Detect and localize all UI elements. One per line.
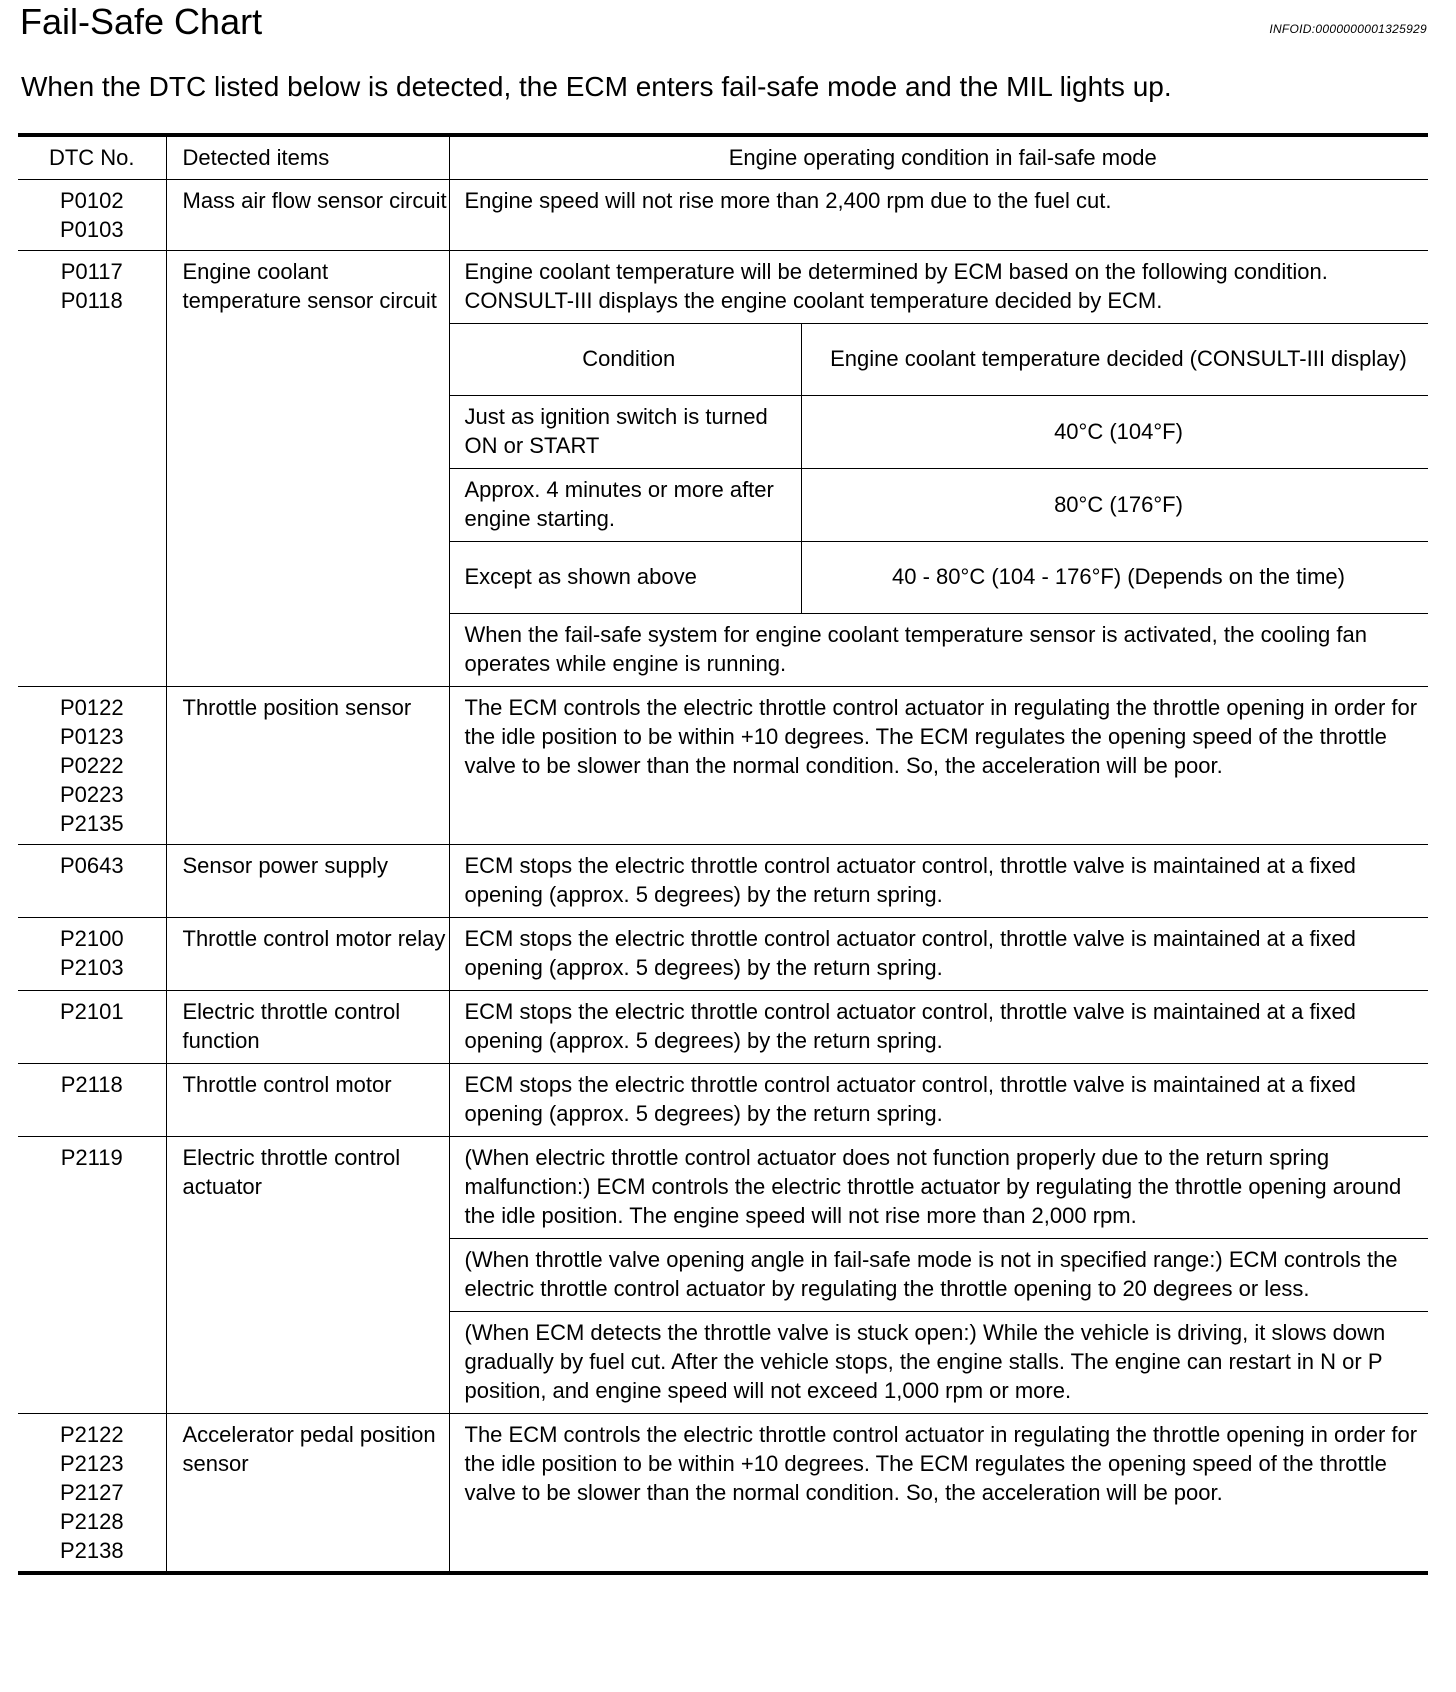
engine-condition — [449, 845, 1428, 918]
intro-text: When the DTC listed below is detected, the ECM enters fail-safe mode and the MIL lights up. — [21, 71, 1172, 102]
dtc-code: P0223 — [59, 782, 124, 807]
engine-condition — [449, 991, 1428, 1064]
subtable-row — [450, 396, 1429, 469]
detected-item: Throttle position sensor — [166, 687, 449, 845]
subtable-note-row — [450, 614, 1429, 687]
dtc-codes — [18, 1414, 166, 1574]
subtable-condition: Approx. 4 minutes or more after engine starting. — [450, 469, 802, 542]
condition-text: ECM stops the electric throttle control actuator control, throttle valve is maintained at a fixed opening (approx. 5 degrees) by the return spring. — [464, 926, 1356, 980]
detected-item: Mass air flow sensor circuit — [166, 180, 449, 251]
detected-item: Electric throttle control actuator — [166, 1137, 449, 1414]
dtc-code: P0102 — [59, 188, 124, 213]
condition-text: (When throttle valve opening angle in fail-safe mode is not in specified range:) ECM controls the electric throttle control actuator by regulating the throttle opening to 20 degrees or less. — [450, 1238, 1429, 1311]
dtc-code: P0123 — [59, 724, 124, 749]
engine-condition — [449, 1064, 1428, 1137]
engine-condition — [449, 918, 1428, 991]
dtc-codes — [18, 251, 166, 687]
subtable-temp: 40°C (104°F) — [802, 396, 1429, 469]
dtc-code: P2122 — [59, 1422, 124, 1447]
detected-item: Sensor power supply — [166, 845, 449, 918]
page-title: Fail-Safe Chart — [20, 1, 263, 42]
detected-item: Accelerator pedal position sensor — [166, 1414, 449, 1574]
subtable-condition: Just as ignition switch is turned ON or START — [450, 396, 802, 469]
engine-condition — [449, 180, 1428, 251]
subtable-condition: Except as shown above — [450, 542, 802, 614]
condition-text: ECM stops the electric throttle control actuator control, throttle valve is maintained at a fixed opening (approx. 5 degrees) by the return spring. — [464, 853, 1356, 907]
condition-text: ECM stops the electric throttle control actuator control, throttle valve is maintained at a fixed opening (approx. 5 degrees) by the return spring. — [464, 999, 1356, 1053]
detected-item: Throttle control motor relay — [166, 918, 449, 991]
dtc-code: P0643 — [59, 853, 124, 878]
condition-text: (When electric throttle control actuator does not function properly due to the return spring malfunction:) ECM controls the electric throttle actuator by regulating the throttle opening around the idle position. The engine speed will not rise more than 2,000 rpm. — [464, 1145, 1402, 1228]
detected-item: Throttle control motor — [166, 1064, 449, 1137]
table-row — [18, 180, 1428, 251]
condition-text: Engine speed will not rise more than 2,400 rpm due to the fuel cut. — [464, 188, 1112, 213]
dtc-code: P2135 — [59, 811, 124, 836]
dtc-code: P2123 — [59, 1451, 124, 1476]
dtc-code: P0117 — [60, 259, 123, 284]
table-row — [18, 918, 1428, 991]
dtc-codes — [18, 687, 166, 845]
subheader-temp: Engine coolant temperature decided (CONSULT-III display) — [802, 324, 1429, 396]
subtable-temp: 80°C (176°F) — [802, 469, 1429, 542]
dtc-codes — [18, 845, 166, 918]
header-engine-condition: Engine operating condition in fail-safe mode — [449, 135, 1428, 180]
header-detected-items: Detected items — [166, 135, 449, 180]
table-header-row — [18, 135, 1428, 180]
engine-condition — [449, 251, 1428, 687]
subtable-row — [450, 469, 1429, 542]
dtc-code: P2103 — [59, 955, 124, 980]
dtc-codes — [18, 918, 166, 991]
dtc-codes — [18, 180, 166, 251]
table-row — [18, 1137, 1428, 1414]
engine-condition — [449, 1414, 1428, 1574]
detected-item: Engine coolant temperature sensor circuit — [166, 251, 449, 687]
condition-text: (When ECM detects the throttle valve is stuck open:) While the vehicle is driving, it slows down gradually by fuel cut. After the vehicle stops, the engine stalls. The engine can restart in N or P position, and engine speed will not exceed 1,000 rpm or more. — [450, 1311, 1429, 1413]
engine-condition — [449, 1137, 1428, 1414]
condition-text: The ECM controls the electric throttle control actuator in regulating the throttle opening in order for the idle position to be within +10 degrees. The ECM regulates the opening speed of the throttle valve to be slower than the normal condition. So, the acceleration will be poor. — [464, 1422, 1418, 1505]
dtc-codes — [18, 991, 166, 1064]
dtc-code: P2118 — [60, 1072, 123, 1097]
table-row — [18, 991, 1428, 1064]
dtc-code: P2138 — [59, 1538, 124, 1563]
detected-item: Electric throttle control function — [166, 991, 449, 1064]
engine-condition — [449, 687, 1428, 845]
dtc-codes — [18, 1064, 166, 1137]
dtc-code: P2128 — [59, 1509, 124, 1534]
subheader-condition: Condition — [450, 324, 802, 396]
dtc-code: P0103 — [59, 217, 124, 242]
table-row — [18, 687, 1428, 845]
dtc-code: P2119 — [60, 1145, 123, 1170]
header-dtc-no: DTC No. — [18, 135, 166, 180]
dtc-code: P0222 — [59, 753, 124, 778]
table-row — [18, 1064, 1428, 1137]
coolant-temp-subtable — [450, 323, 1429, 686]
dtc-code: P2100 — [59, 926, 124, 951]
table-row — [18, 1414, 1428, 1574]
condition-text: ECM stops the electric throttle control actuator control, throttle valve is maintained at a fixed opening (approx. 5 degrees) by the return spring. — [464, 1072, 1356, 1126]
table-row — [18, 251, 1428, 687]
subtable-temp: 40 - 80°C (104 - 176°F) (Depends on the time) — [802, 542, 1429, 614]
dtc-code: P2127 — [59, 1480, 124, 1505]
condition-text: The ECM controls the electric throttle control actuator in regulating the throttle opening in order for the idle position to be within +10 degrees. The ECM regulates the opening speed of the throttle valve to be slower than the normal condition. So, the acceleration will be poor. — [464, 695, 1418, 778]
dtc-codes — [18, 1137, 166, 1414]
subtable-header-row — [450, 324, 1429, 396]
table-row — [18, 845, 1428, 918]
info-id: INFOID:0000000001325929 — [1269, 22, 1427, 36]
fail-safe-table — [18, 133, 1428, 1575]
dtc-code: P2101 — [59, 999, 124, 1024]
dtc-code: P0122 — [59, 695, 124, 720]
fail-safe-note: When the fail-safe system for engine coolant temperature sensor is activated, the cooling fan operates while engine is running. — [450, 614, 1429, 687]
dtc-code: P0118 — [60, 288, 123, 313]
subtable-row — [450, 542, 1429, 614]
condition-text: Engine coolant temperature will be determined by ECM based on the following condition. CONSULT-III displays the engine coolant temperature decided by ECM. — [464, 259, 1328, 313]
